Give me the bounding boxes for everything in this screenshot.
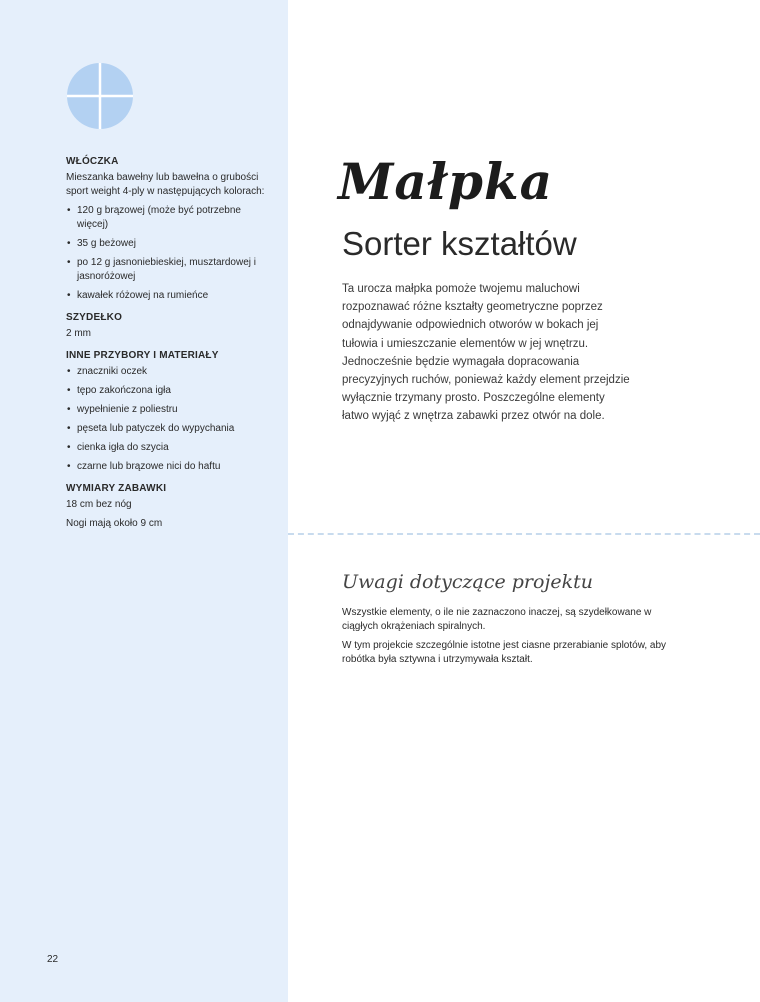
hook-size: 2 mm	[66, 328, 91, 339]
notes-paragraph: Wszystkie elementy, o ile nie zaznaczono inaczej, są szydełkowane w ciągłych okrążeniach spiralnych.	[342, 607, 652, 632]
materials-list	[66, 155, 271, 536]
quarter-circle-icon	[66, 62, 134, 130]
yarn-heading: WŁÓCZKA	[66, 156, 119, 167]
size-line: Nogi mają około 9 cm	[66, 518, 163, 529]
list-item: • tępo zakończona igła	[66, 384, 271, 398]
list-item: • wypełnienie z poliestru	[66, 403, 271, 417]
size-heading: WYMIARY ZABAWKI	[66, 483, 167, 494]
list-item: • 35 g beżowej	[66, 237, 271, 251]
materials-sidebar	[0, 0, 288, 1002]
dashed-divider	[288, 533, 760, 535]
list-item: • czarne lub brązowe nici do haftu	[66, 460, 271, 474]
list-item: • pęseta lub patyczek do wypychania	[66, 422, 271, 436]
page-subtitle: Sorter kształtów	[342, 225, 577, 262]
tools-heading: INNE PRZYBORY I MATERIAŁY	[66, 350, 219, 361]
notes-heading: Uwagi dotyczące projektu	[342, 571, 593, 593]
hook-heading: SZYDEŁKO	[66, 312, 123, 323]
list-item: • cienka igła do szycia	[66, 441, 271, 455]
yarn-list	[66, 204, 271, 303]
yarn-description: Mieszanka bawełny lub bawełna o grubości sport weight 4-ply w następujących kolorach:	[66, 172, 265, 197]
tools-list	[66, 365, 271, 474]
project-notes	[342, 606, 672, 672]
size-line: 18 cm bez nóg	[66, 499, 132, 510]
list-item: • kawałek różowej na rumieńce	[66, 289, 271, 303]
notes-paragraph: W tym projekcie szczególnie istotne jest ciasne przerabianie splotów, aby robótka była sztywna i utrzymywała kształt.	[342, 640, 667, 665]
page-title: Małpka	[338, 152, 553, 211]
list-item: • znaczniki oczek	[66, 365, 271, 379]
page-number: 22	[47, 954, 59, 965]
list-item: • 120 g brązowej (może być potrzebne więcej)	[66, 204, 271, 232]
intro-paragraph: Ta urocza małpka pomoże twojemu maluchowi rozpoznawać różne kształty geometryczne poprzez odnajdywanie odpowiednich otworów w bokach jej tułowia i umieszczanie elementów w jej wnętrzu. Jednocześnie będzie wymagała dopracowania precyzyjnych ruchów, ponieważ każdy element przejdzie wyłącznie trzymany prosto. Poszczególne elementy łatwo wyjąć z wnętrza zabawki przez otwór na dole.	[342, 283, 630, 423]
list-item: • po 12 g jasnoniebieskiej, musztardowej i jasnoróżowej	[66, 256, 271, 284]
